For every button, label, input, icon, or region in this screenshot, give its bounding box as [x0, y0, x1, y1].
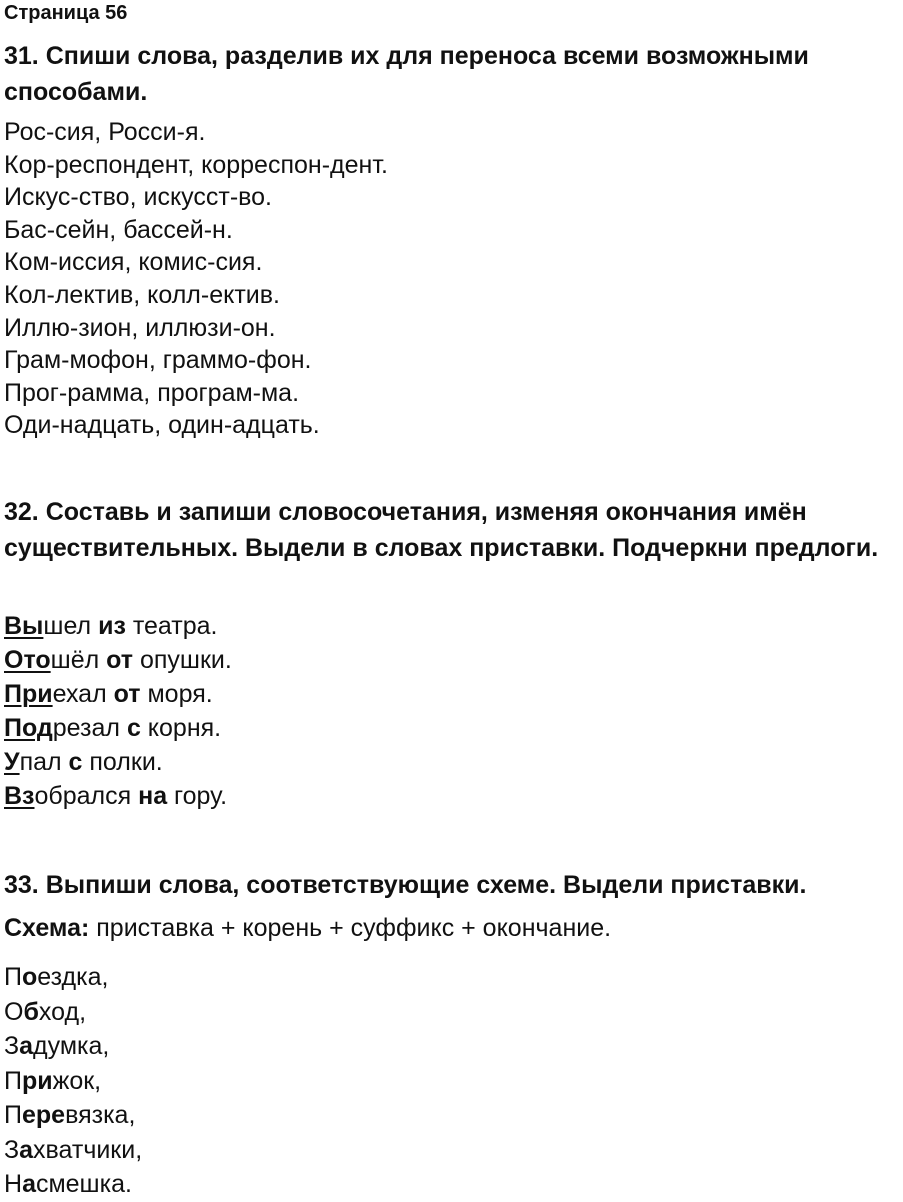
highlighted-part: ри: [21, 1066, 53, 1095]
word-rest: вязка,: [65, 1101, 136, 1129]
word-rest: смешка.: [35, 1170, 132, 1198]
preposition: из: [98, 612, 126, 640]
prefix: Вы: [4, 612, 44, 640]
task-31-line: Кол-лектив, колл-ектив.: [4, 280, 280, 309]
word-start: З: [4, 1032, 20, 1060]
word-start: П: [4, 963, 22, 991]
highlighted-part: ере: [21, 1101, 66, 1129]
word-start: П: [4, 1066, 22, 1095]
scheme-text: приставка + корень + суффикс + окончание.: [89, 914, 612, 942]
preposition: на: [138, 782, 168, 810]
noun-phrase: театра.: [125, 612, 218, 640]
page-label: Страница 56: [4, 2, 128, 24]
prefix: Вз: [4, 782, 35, 810]
word-rest: шел: [43, 612, 99, 640]
task-33-line: [4, 1133, 142, 1168]
word-rest: ездка,: [37, 963, 109, 991]
task-31-list: [4, 116, 388, 442]
task-31-line: Ком-иссия, комис-сия.: [4, 248, 263, 277]
task-32-line: [4, 779, 232, 813]
word-start: О: [4, 997, 24, 1026]
word-rest: пал: [19, 748, 69, 776]
task-31-line: Грам-мофон, граммо-фон.: [4, 346, 312, 375]
highlighted-part: о: [21, 963, 38, 991]
word-rest: шёл: [50, 646, 107, 674]
task-31-line: Оди-надцать, один-адцать.: [4, 411, 320, 440]
task-32-line: [4, 677, 232, 711]
word-start: П: [4, 1101, 22, 1129]
preposition: с: [68, 748, 83, 776]
word-rest: ход,: [38, 997, 87, 1026]
preposition: от: [113, 680, 141, 708]
task-31-title: 31. Спиши слова, разделив их для переноса всеми возможными способами.: [4, 42, 809, 106]
noun-phrase: моря.: [140, 680, 213, 708]
scheme-label: Схема:: [4, 914, 90, 942]
word-rest: обрался: [34, 782, 139, 810]
word-rest: ехал: [52, 680, 114, 708]
prefix: У: [4, 748, 20, 776]
highlighted-part: б: [23, 997, 39, 1026]
task-33-line: [4, 1029, 142, 1064]
noun-phrase: опушки.: [133, 646, 232, 674]
task-32-line: [4, 745, 232, 779]
preposition: от: [106, 646, 134, 674]
prefix: Ото: [4, 646, 51, 674]
highlighted-part: а: [19, 1032, 34, 1060]
word-start: Н: [4, 1170, 23, 1198]
noun-phrase: полки.: [82, 748, 163, 776]
prefix: Под: [4, 714, 53, 742]
task-31-line: Искус-ство, искусст-во.: [4, 183, 273, 212]
task-32-list: [4, 609, 232, 813]
task-32-title: 32. Составь и запиши словосочетания, изменяя окончания имён существительных. Выдели в словах приставки. Подчеркни предлоги.: [4, 498, 879, 562]
word-rest: думка,: [33, 1032, 110, 1060]
task-31-line: Кор-респондент, корреспон-дент.: [4, 150, 388, 179]
task-33-line: [4, 1167, 142, 1202]
task-33-title: 33. Выпиши слова, соответствующие схеме. Выдели приставки.: [4, 871, 807, 899]
task-33-list: [4, 960, 142, 1202]
task-32-line: [4, 643, 232, 677]
word-rest: жок,: [52, 1066, 102, 1095]
task-31-line: Иллю-зион, иллюзи-он.: [4, 313, 276, 342]
task-31-line: Прог-рамма, програм-ма.: [4, 378, 300, 407]
task-33-line: [4, 995, 142, 1030]
task-33-scheme: [4, 914, 611, 943]
highlighted-part: а: [22, 1170, 36, 1198]
task-31-line: Бас-сейн, бассей-н.: [4, 215, 233, 244]
prefix: При: [4, 680, 53, 708]
task-33-line: [4, 1064, 142, 1099]
task-33-line: [4, 1098, 142, 1133]
word-rest: резал: [52, 714, 127, 742]
noun-phrase: корня.: [140, 714, 222, 742]
task-32-line: [4, 609, 232, 643]
task-33-line: [4, 960, 142, 995]
preposition: с: [126, 714, 141, 742]
noun-phrase: гору.: [167, 782, 228, 810]
word-rest: хватчики,: [33, 1135, 143, 1164]
word-start: З: [4, 1135, 20, 1164]
highlighted-part: а: [19, 1135, 34, 1164]
task-32-line: [4, 711, 232, 745]
task-31-line: Рос-сия, Росси-я.: [4, 118, 206, 146]
